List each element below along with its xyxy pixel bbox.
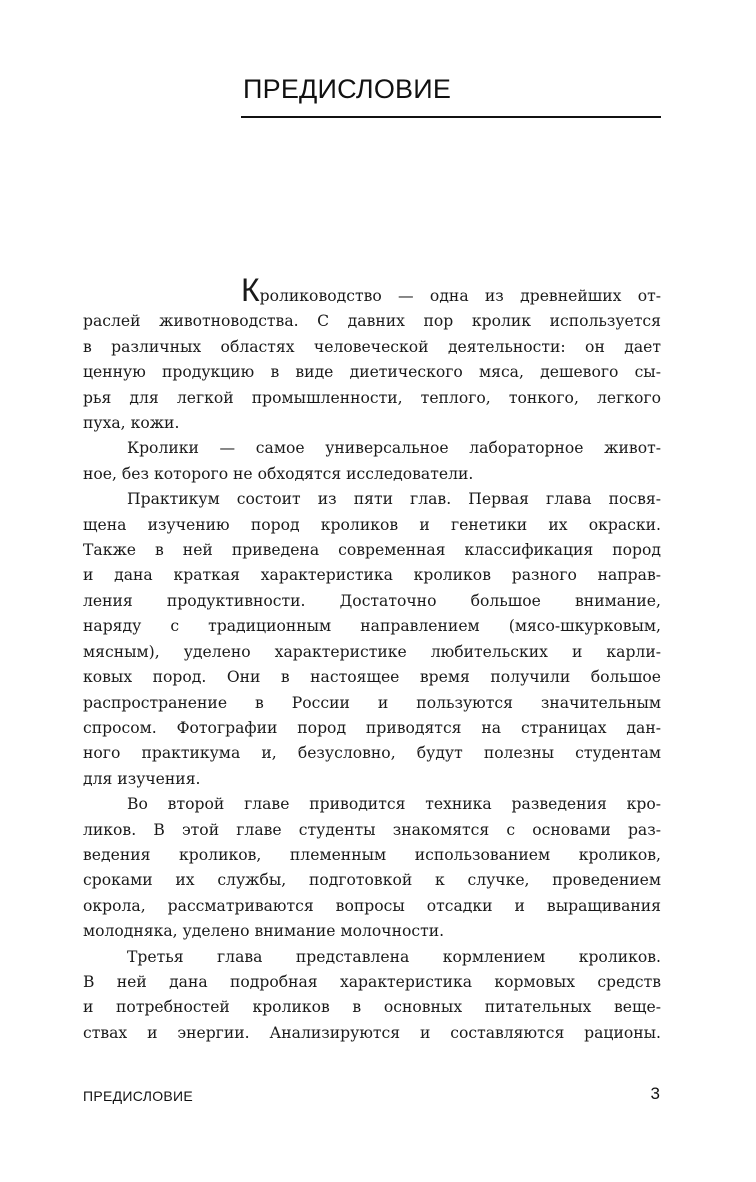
text-line: сроками их службы, подготовкой к случке, проведением [83,871,661,890]
text-line: раслей животноводства. С давних пор кролик используется [83,312,661,331]
page-number: 3 [650,1084,660,1103]
text-line: ное, без которого не обходятся исследователи. [83,464,474,483]
body-text [83,272,661,1046]
text-line: наряду с традиционным направлением (мясо-шкурковым, [83,617,661,636]
paragraph-4 [83,792,661,944]
text-line: молодняка, уделено внимание молочности. [83,922,445,941]
text-line: Также в ней приведена современная классификация пород [83,541,661,560]
text-line: Третья глава представлена кормлением кроликов. [127,947,661,966]
text-line: спросом. Фотографии пород приводятся на страницах дан- [83,718,661,737]
text-line: В ней дана подробная характеристика кормовых средств [83,972,661,991]
text-line: ствах и энергии. Анализируются и составляются рационы. [83,1023,661,1042]
running-footer-title: ПРЕДИСЛОВИЕ [83,1088,194,1104]
text-line: ценную продукцию в виде диетического мяса, дешевого сы- [83,363,661,382]
text-line: в различных областях человеческой деятельности: он дает [83,337,661,356]
text-line: щена изучению пород кроликов и генетики их окраски. [83,515,661,534]
text-line: рья для легкой промышленности, теплого, тонкого, легкого [83,388,661,407]
text-line: окрола, рассматриваются вопросы отсадки и выращивания [83,896,661,915]
paragraph-2 [83,436,661,487]
text-line: ведения кроликов, племенным использованием кроликов, [83,845,661,864]
paragraph-5 [83,945,661,1047]
text-line: и потребностей кроликов в основных питательных веще- [83,998,661,1017]
text-line [83,272,661,309]
text-line: мясным), уделено характеристике любительских и карли- [83,642,661,661]
paragraph-1 [83,272,661,436]
text-line: Практикум состоит из пяти глав. Первая глава посвя- [127,490,661,509]
text-line: пуха, кожи. [83,414,180,433]
paragraph-3 [83,487,661,792]
text-line: Во второй главе приводится техника разведения кро- [127,795,661,814]
text-line: Кролики — самое универсальное лабораторное живот- [127,439,661,458]
text-line: распространение в России и пользуются значительным [83,693,661,712]
chapter-title: ПРЕДИСЛОВИЕ [243,74,452,104]
text-line-content: ролиководство — одна из древнейших от- [259,287,661,305]
title-rule [241,116,661,118]
text-line: ликов. В этой главе студенты знакомятся с основами раз- [83,820,661,839]
text-line: ления продуктивности. Достаточно большое внимание, [83,591,661,610]
text-line: ковых пород. Они в настоящее время получили большое [83,668,661,687]
text-line: для изучения. [83,769,201,788]
drop-cap: К [241,272,260,308]
text-line: ного практикума и, безусловно, будут полезны студентам [83,744,661,763]
text-line: и дана краткая характеристика кроликов разного направ- [83,566,661,585]
